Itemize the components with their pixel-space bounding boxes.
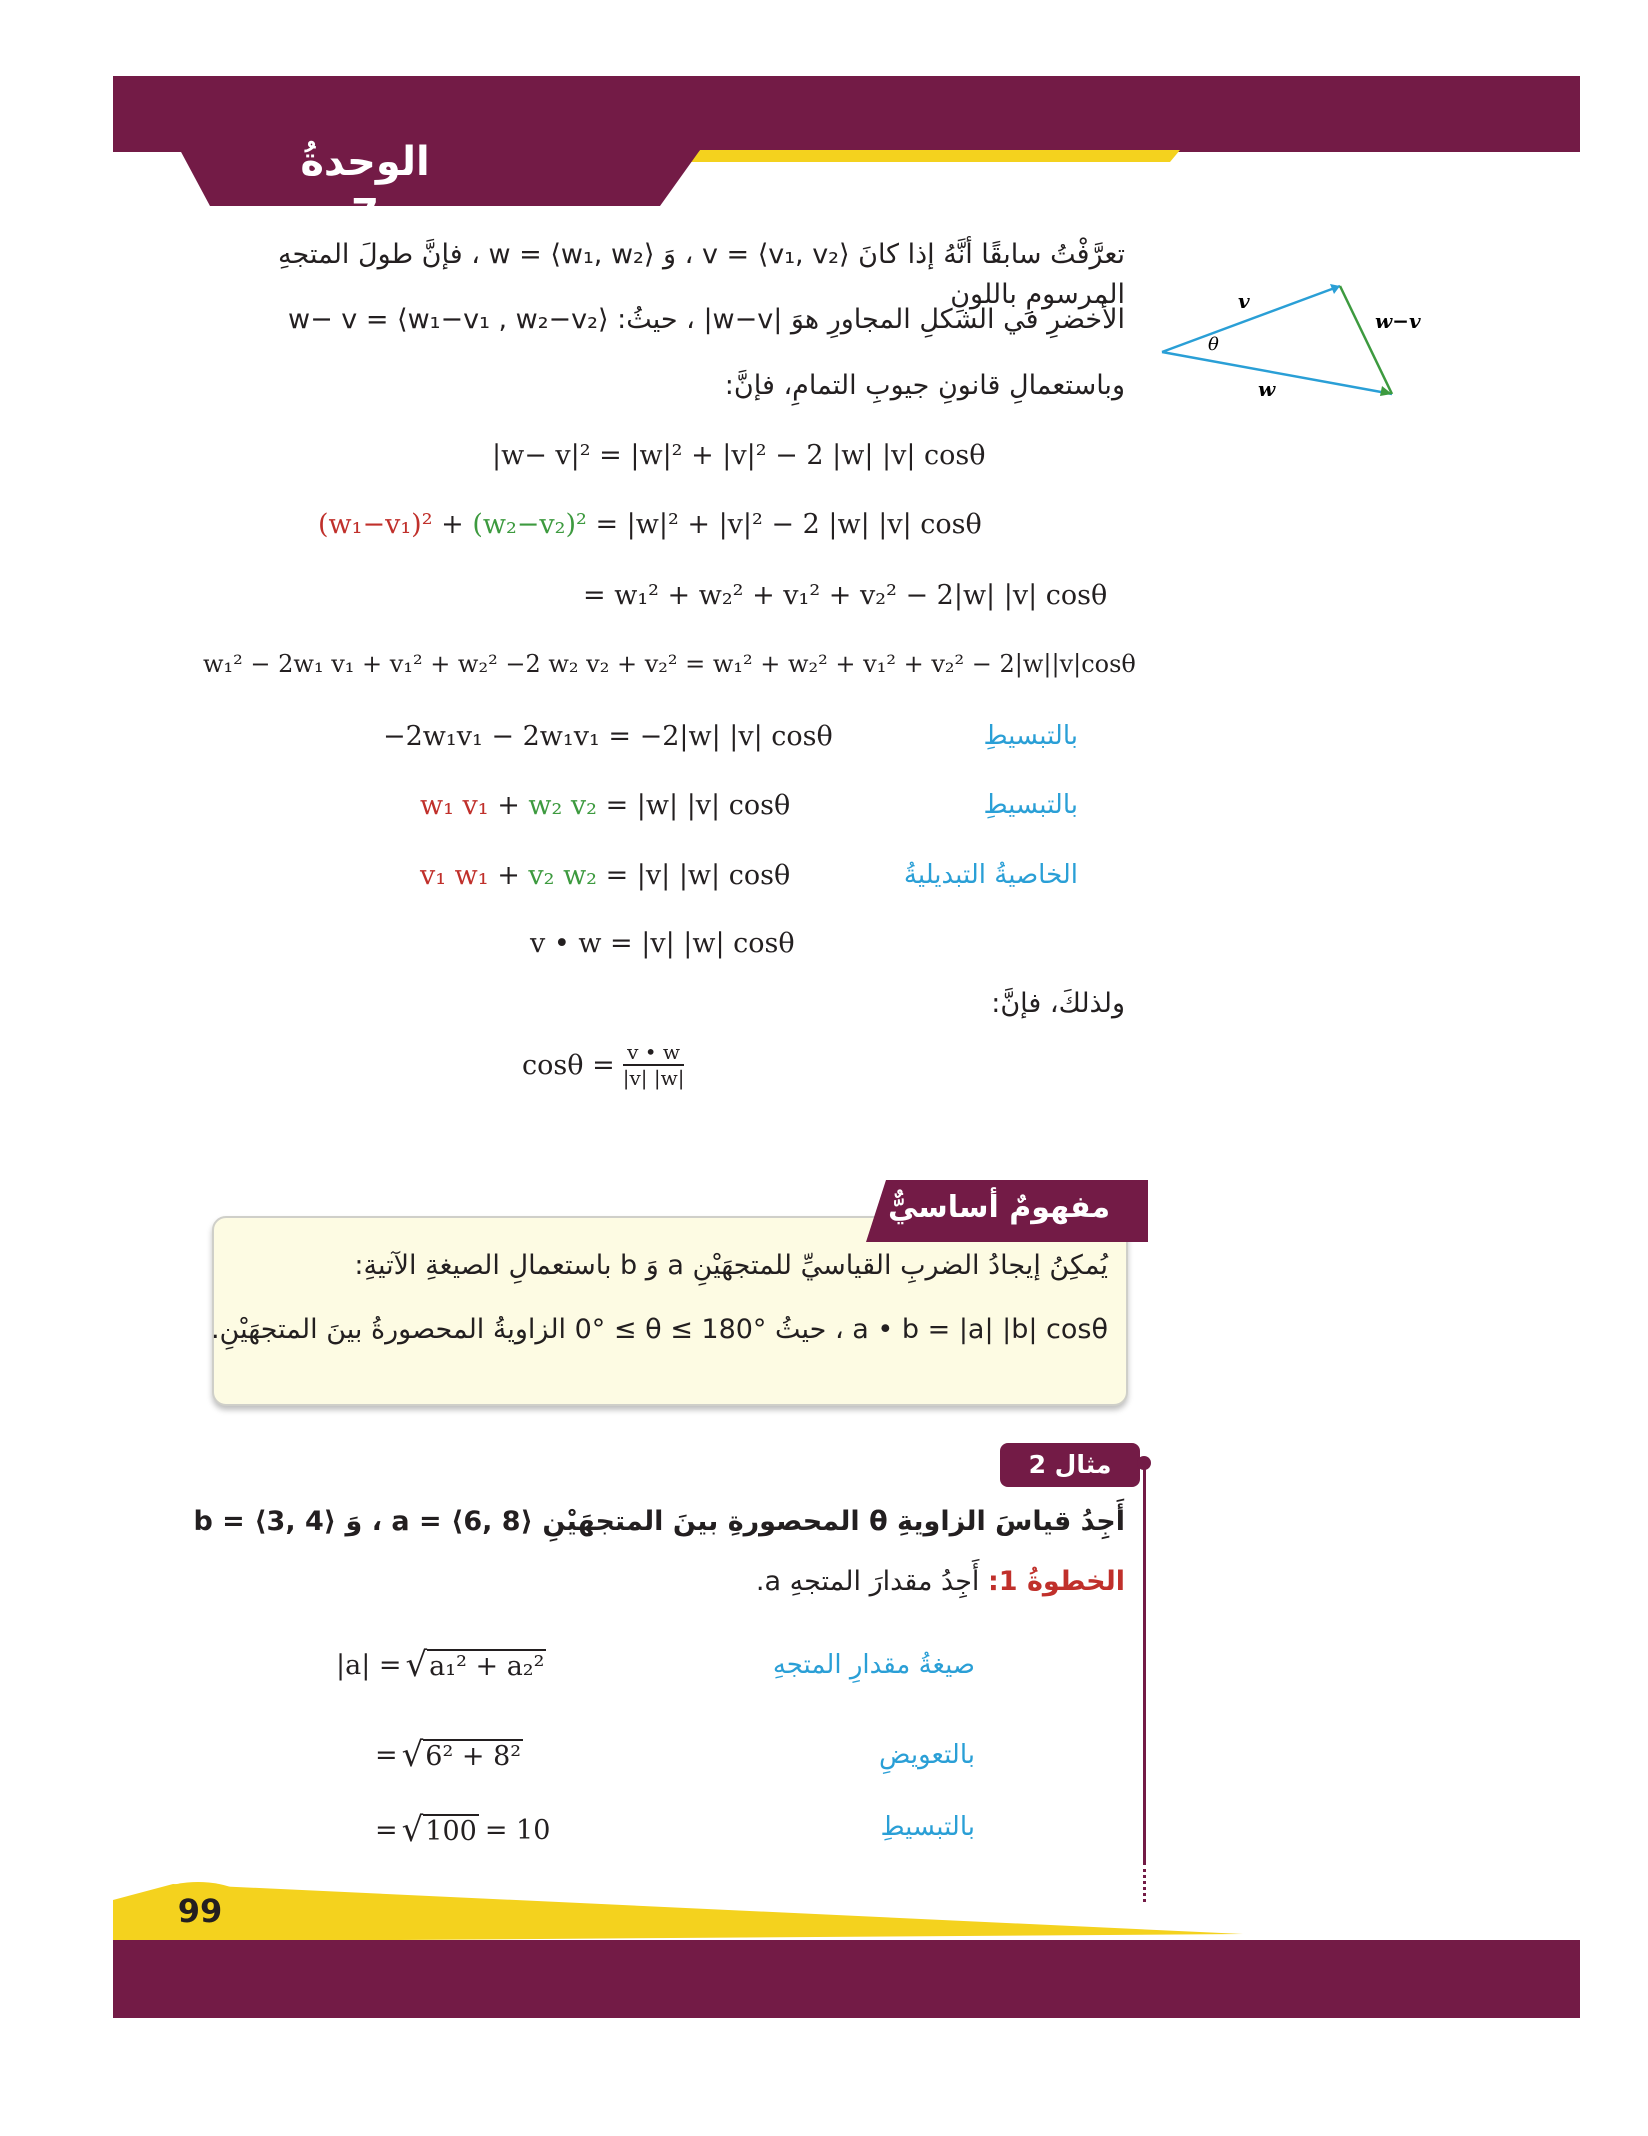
- step-label: الخطوةُ 1:: [987, 1566, 1125, 1597]
- footer-accent-shape: [113, 1880, 1243, 1942]
- equation-1: |w− v|² = |w|² + |v|² − 2 |w| |v| cosθ: [492, 440, 986, 471]
- intro-line-2: الأخضرِ في الشكلِ المجاورِ هوَ ‎|w−v|‎ ، حيثُ: ‎w− v = ⟨w₁−v₁ , w₂−v₂⟩‎: [287, 304, 1125, 335]
- magnitude-row-2: = √ 6² + 8²: [375, 1735, 522, 1775]
- vector-v-line: [1162, 286, 1340, 352]
- equation-5: −2w₁v₁ − 2w₁v₁ = −2|w| |v| cosθ: [383, 721, 833, 752]
- eq2-green-term: (w₂−v₂)²: [472, 509, 587, 540]
- equation-6: w₁ v₁ + w₂ v₂ = |w| |v| cosθ: [420, 790, 791, 821]
- intro-line-1: تعرَّفْتُ سابقًا أنَّهُ إذا كانَ ‎v = ⟨v₁, v₂⟩‎ ، وَ ‎w = ⟨w₁, w₂⟩‎ ، فإنَّ طولَ المتجهِ المرسومِ باللونِ: [278, 239, 1125, 310]
- vector-w-line: [1162, 352, 1392, 394]
- note-simplify-1: بالتبسيطِ: [983, 721, 1078, 751]
- magnitude-row-1: |a| = √ a₁² + a₂²: [336, 1645, 545, 1685]
- intro-line-3: وباستعمالِ قانونِ جيوبِ التمامِ، فإنَّ:: [724, 370, 1125, 401]
- equation-4: w₁² − 2w₁ v₁ + v₁² + w₂² −2 w₂ v₂ + v₂² = w₁² + w₂² + v₁² + v₂² − 2|w||v|cosθ: [203, 650, 1136, 678]
- example-step-1: الخطوةُ 1: أَجِدُ مقدارَ المتجهِ ‎a‎.: [755, 1566, 1125, 1597]
- note-simplify-2: بالتبسيطِ: [983, 790, 1078, 820]
- vector-w-minus-v-line: [1340, 286, 1392, 394]
- equation-3: = w₁² + w₂² + v₁² + v₂² − 2|w| |v| cosθ: [583, 580, 1108, 611]
- label-w: w: [1258, 377, 1276, 401]
- label-theta: θ: [1208, 334, 1219, 355]
- label-w-minus-v: w−v: [1375, 309, 1421, 333]
- equation-2: (w₁−v₁)² + (w₂−v₂)² = |w|² + |v|² − 2 |w| |v| cosθ: [318, 509, 982, 540]
- vector-triangle-figure: [1150, 270, 1450, 420]
- key-concept-box: [212, 1216, 1128, 1406]
- concept-title: مفهومٌ أساسيٌّ: [887, 1190, 1111, 1225]
- equation-7: v₁ w₁ + v₂ w₂ = |v| |w| cosθ: [420, 860, 791, 891]
- magnitude-row-3: = √ 100 = 10: [375, 1810, 551, 1850]
- example-side-line: [1143, 1462, 1146, 1862]
- note-simplify-3: بالتبسيطِ: [880, 1812, 975, 1842]
- concept-line-1: يُمكِنُ إيجادُ الضربِ القياسيِّ للمتجهَيْنِ ‎a‎ وَ ‎b‎ باستعمالِ الصيغةِ الآتيةِ:: [354, 1250, 1108, 1281]
- note-commutative: الخاصيةُ التبديليةُ: [903, 860, 1078, 890]
- example-question: أَجِدُ قياسَ الزاويةِ ‎θ‎ المحصورةِ بينَ المتجهَيْنِ ‎a = ⟨6, 8⟩‎ ، وَ ‎b = ⟨3, 4⟩‎: [193, 1506, 1125, 1537]
- example-label: مثال 2: [1028, 1450, 1112, 1479]
- cos-formula: cosθ = $\frac{v • w}{|v| |w|}$: [522, 1040, 685, 1090]
- footer-band: [113, 1940, 1580, 2018]
- equation-8: v • w = |v| |w| cosθ: [530, 928, 795, 959]
- unit-title: الوحدةُ 7: [300, 139, 430, 237]
- therefore-text: ولذلكَ، فإنَّ:: [991, 988, 1125, 1019]
- page-number: 99: [177, 1892, 223, 1930]
- label-v: v: [1238, 289, 1250, 313]
- note-substitution: بالتعويضِ: [879, 1740, 975, 1770]
- eq2-red-term: (w₁−v₁)²: [318, 509, 433, 540]
- concept-line-2: ‎a • b = |a| |b| cosθ‎ ، حيثُ ‎0° ≤ θ ≤ 180°‎ الزاويةُ المحصورةُ بينَ المتجهَيْنِ.: [210, 1314, 1108, 1345]
- note-magnitude-formula: صيغةُ مقدارِ المتجهِ: [772, 1650, 975, 1680]
